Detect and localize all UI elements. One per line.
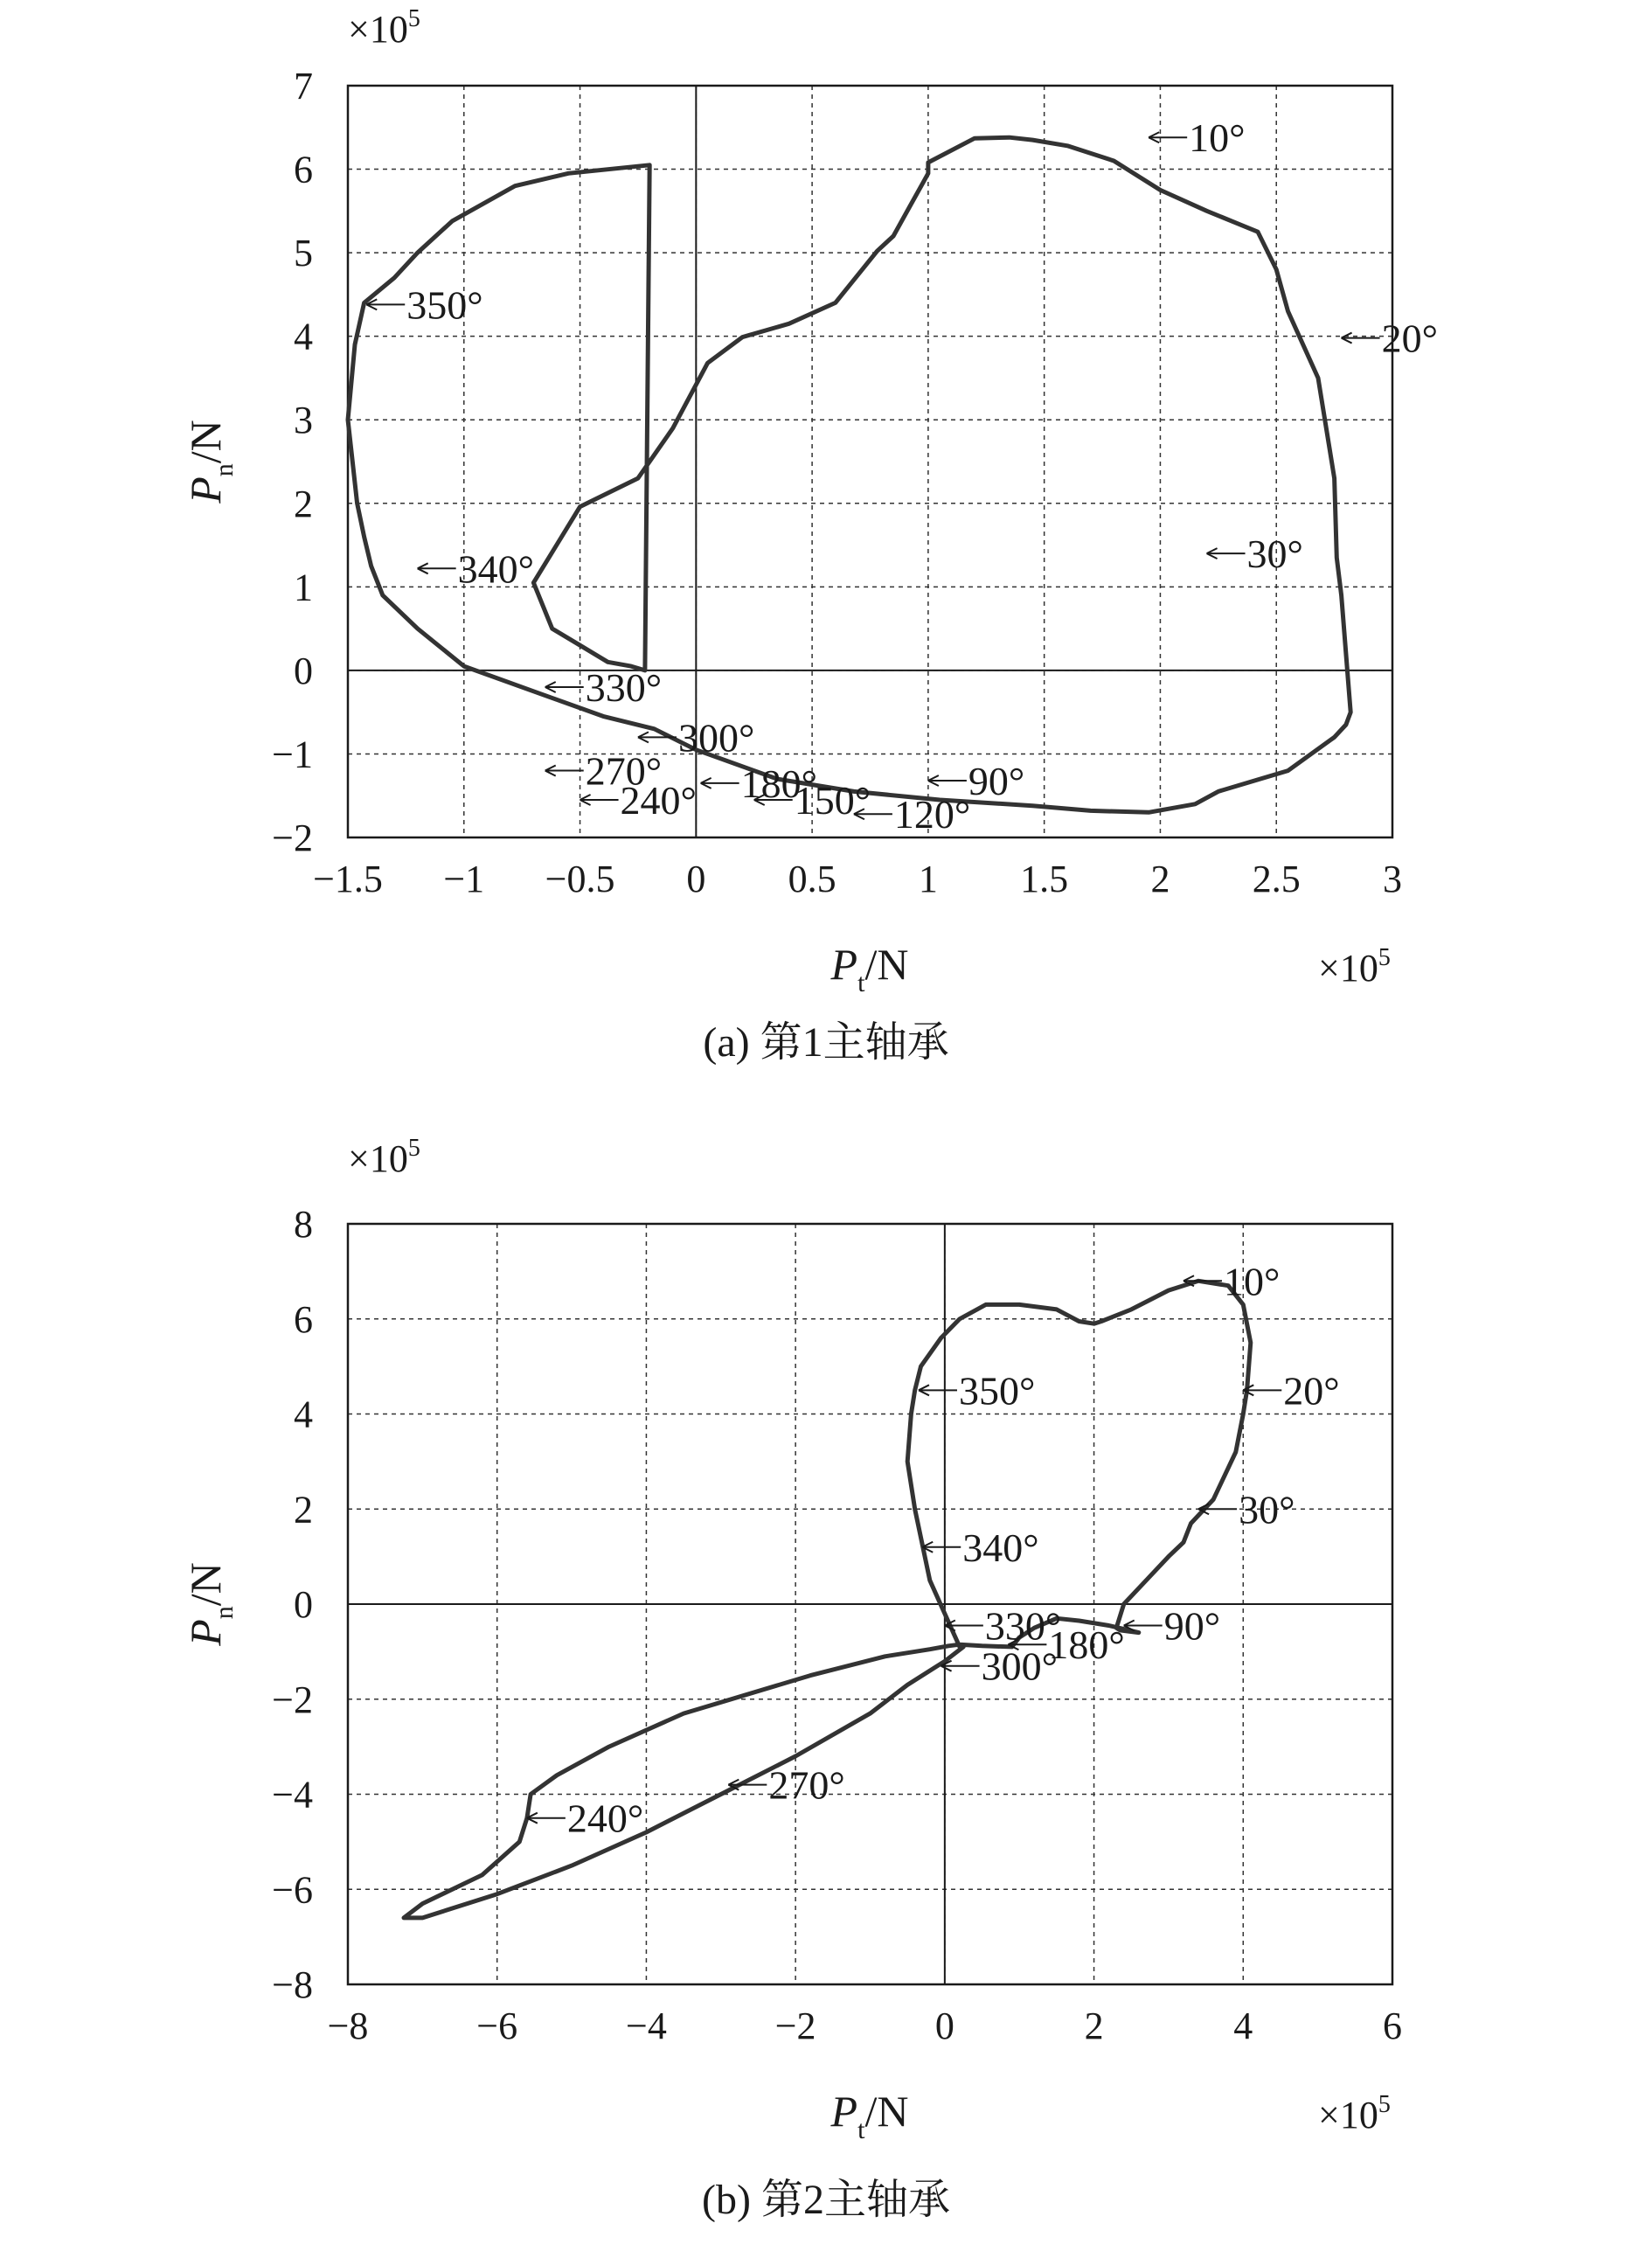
- annotation-label: 330°: [585, 665, 663, 710]
- y-tick-label: 4: [294, 315, 313, 358]
- y-tick-label: −8: [272, 1963, 313, 2006]
- annotation-label: 300°: [981, 1643, 1058, 1689]
- y-tick-label: 3: [294, 399, 313, 442]
- load-curve-line: [348, 137, 1350, 812]
- chart-b-series: [404, 1281, 1251, 1918]
- annotation-label: 90°: [968, 759, 1025, 804]
- y-tick-label: −1: [272, 733, 313, 776]
- annotation-label: 30°: [1239, 1487, 1295, 1532]
- angle-annotation: [366, 282, 482, 327]
- y-tick-label: −4: [272, 1773, 313, 1817]
- x-tick-label: −6: [476, 2004, 518, 2047]
- annotation-label: 180°: [740, 761, 818, 806]
- x-tick-label: 0.5: [788, 858, 836, 900]
- annotation-label: 20°: [1381, 316, 1438, 361]
- annotation-label: 90°: [1163, 1603, 1221, 1649]
- x-tick-label: −1: [443, 858, 485, 900]
- chart-b-zero-lines: [348, 1224, 1392, 1984]
- angle-annotation: [418, 546, 534, 591]
- load-curve-line: [404, 1281, 1251, 1918]
- y-tick-label: −2: [272, 1678, 313, 1721]
- chart-a-plot-frame: [348, 86, 1392, 837]
- x-tick-label: 2: [1084, 2004, 1104, 2047]
- annotation-label: 300°: [677, 715, 755, 761]
- annotation-label: 240°: [566, 1796, 644, 1841]
- chart-a-y-axis-label: $P_n/N$: [181, 420, 239, 504]
- angle-annotation: [854, 792, 970, 837]
- chart-a-y-multiplier: $\times 10^5$: [348, 5, 420, 51]
- annotation-label: 20°: [1283, 1368, 1340, 1414]
- angle-annotation: [922, 1525, 1038, 1570]
- annotation-label: 30°: [1246, 531, 1303, 577]
- y-tick-label: −6: [272, 1868, 313, 1912]
- x-tick-label: 0: [934, 2004, 954, 2047]
- x-tick-label: 6: [1383, 2004, 1402, 2047]
- y-tick-label: −2: [272, 816, 313, 859]
- x-tick-label: −2: [774, 2004, 816, 2047]
- x-tick-label: 1.5: [1020, 858, 1069, 900]
- x-tick-label: −0.5: [545, 858, 615, 900]
- annotation-label: 10°: [1224, 1259, 1281, 1304]
- annotation-label: 340°: [962, 1525, 1039, 1570]
- annotation-label: 120°: [893, 792, 971, 837]
- y-tick-label: 2: [294, 1488, 313, 1532]
- angle-annotation: [545, 749, 662, 794]
- x-tick-label: 2.5: [1252, 858, 1301, 900]
- x-tick-label: 0: [686, 858, 706, 900]
- chart-a-x-ticks: [313, 858, 1402, 900]
- chart-b-caption: (b) 第2主轴承: [702, 2177, 950, 2223]
- annotation-label: 340°: [457, 546, 535, 592]
- chart-a-zero-lines: [348, 86, 1392, 837]
- angle-annotation: [919, 1368, 1035, 1413]
- annotation-label: 350°: [958, 1368, 1036, 1414]
- x-tick-label: −1.5: [313, 858, 383, 900]
- angle-annotation: [1243, 1368, 1339, 1413]
- y-tick-label: 0: [294, 649, 313, 692]
- chart-b-y-axis-label: $P_n/N$: [181, 1562, 239, 1646]
- annotation-label: 240°: [620, 778, 697, 823]
- annotation-label: 350°: [406, 282, 483, 328]
- y-tick-label: 2: [294, 482, 313, 525]
- annotation-label: 270°: [768, 1762, 845, 1808]
- y-tick-label: 8: [294, 1203, 313, 1246]
- angle-annotation: [1342, 316, 1438, 361]
- angle-annotation: [1149, 115, 1245, 160]
- angle-annotation: [945, 1603, 1061, 1648]
- x-tick-label: −4: [626, 2004, 667, 2047]
- chart-a-caption: (a) 第1主轴承: [703, 1019, 949, 1066]
- x-tick-label: 3: [1383, 858, 1402, 900]
- annotation-label: 150°: [794, 778, 871, 823]
- x-tick-label: −8: [327, 2004, 369, 2047]
- y-tick-label: 4: [294, 1393, 313, 1436]
- y-tick-label: 6: [294, 1297, 313, 1341]
- annotation-label: 330°: [984, 1603, 1062, 1649]
- angle-annotation: [527, 1796, 643, 1841]
- chart-b-x-axis-label: $P_t/N$: [830, 2087, 909, 2144]
- chart-a-y-ticks: [272, 65, 313, 859]
- y-tick-label: 0: [294, 1583, 313, 1626]
- x-tick-label: 1: [918, 858, 938, 900]
- y-tick-label: 5: [294, 232, 313, 275]
- x-tick-label: 4: [1233, 2004, 1253, 2047]
- angle-annotation: [1198, 1487, 1295, 1532]
- chart-b: [181, 1135, 1402, 2223]
- chart-b-y-multiplier: $\times 10^5$: [348, 1135, 420, 1180]
- angle-annotation: [701, 761, 817, 806]
- y-tick-label: 1: [294, 566, 313, 609]
- y-tick-label: 7: [294, 65, 313, 108]
- chart-a-x-multiplier: $\times 10^5$: [1318, 944, 1391, 990]
- annotation-label: 10°: [1189, 115, 1246, 161]
- chart-b-x-multiplier: $\times 10^5$: [1318, 2091, 1391, 2136]
- x-tick-label: 2: [1150, 858, 1170, 900]
- chart-b-x-ticks: [328, 2004, 1402, 2047]
- angle-annotation: [1124, 1603, 1220, 1648]
- chart-b-y-ticks: [272, 1203, 313, 2006]
- annotation-label: 270°: [585, 748, 663, 794]
- chart-a-grid: [348, 86, 1392, 837]
- chart-a: [181, 5, 1438, 1066]
- annotation-label: 180°: [1048, 1622, 1125, 1668]
- angle-annotation: [1183, 1259, 1280, 1303]
- angle-annotation: [728, 1763, 844, 1808]
- angle-annotation: [1207, 531, 1303, 576]
- chart-a-x-axis-label: $P_t/N$: [830, 940, 909, 997]
- chart-a-series: [348, 137, 1350, 812]
- y-tick-label: 6: [294, 148, 313, 191]
